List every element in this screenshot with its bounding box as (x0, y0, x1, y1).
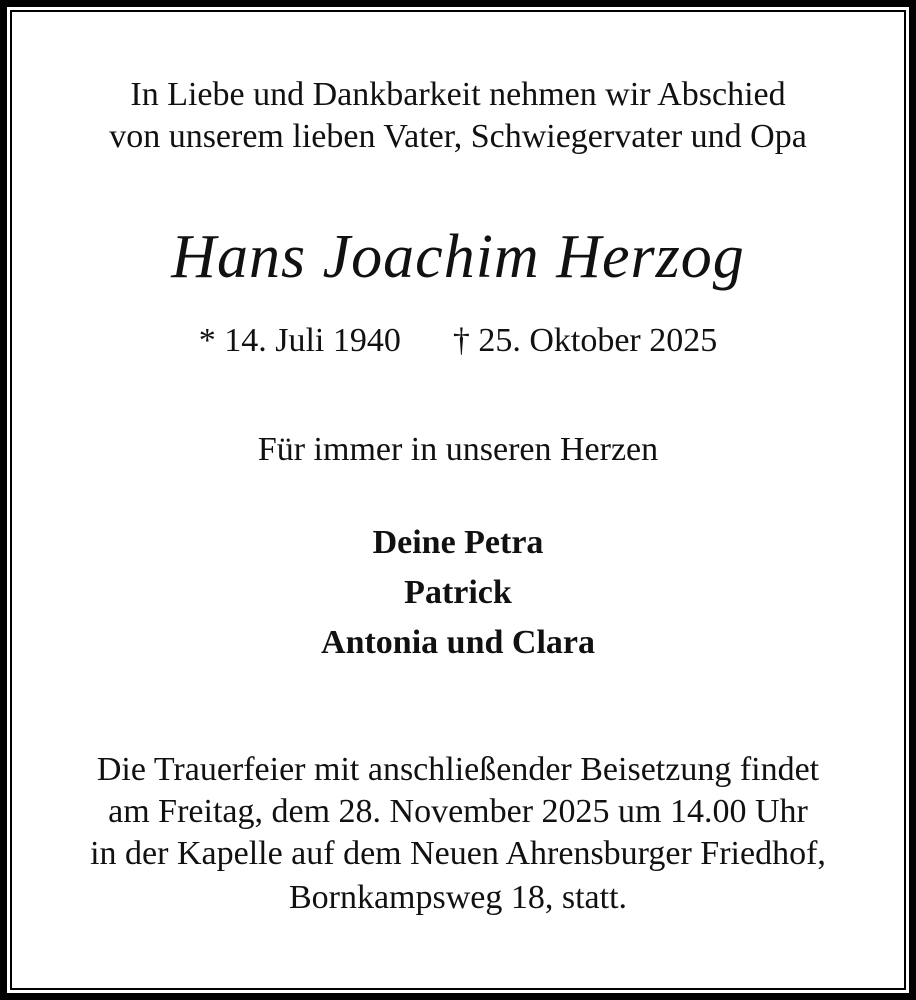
life-dates (0, 320, 916, 362)
birth-date: * 14. Juli 1940 (198, 322, 401, 359)
deceased-name: Hans Joachim Herzog (171, 223, 745, 291)
mourner-2: Patrick (404, 574, 512, 611)
mourner-3: Antonia und Clara (321, 624, 595, 661)
ceremony-line-4: Bornkampsweg 18, statt. (288, 879, 628, 916)
ceremony-line-1: Die Trauerfeier mit anschließender Beisetzung findet (96, 751, 820, 788)
ceremony-line-2: am Freitag, dem 28. November 2025 um 14.00 Uhr (108, 793, 808, 830)
intro-line-2: von unserem lieben Vater, Schwiegervater und Opa (109, 118, 807, 155)
ceremony-line-3: in der Kapelle auf dem Neuen Ahrensburger Friedhof, (90, 835, 826, 872)
motto: Für immer in unseren Herzen (257, 431, 659, 468)
intro-line-1: In Liebe und Dankbarkeit nehmen wir Abschied (130, 76, 786, 113)
mourner-1: Deine Petra (372, 524, 544, 561)
death-date: † 25. Oktober 2025 (452, 322, 718, 359)
